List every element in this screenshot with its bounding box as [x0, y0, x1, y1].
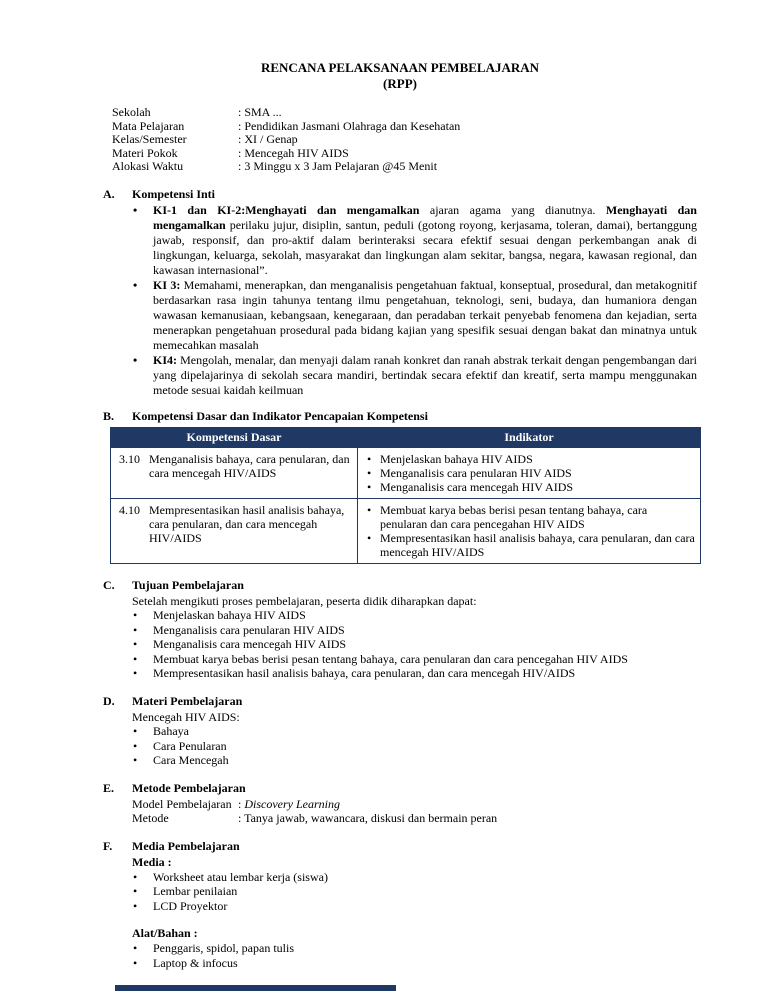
model-pembelajaran-row	[132, 797, 697, 812]
page-title	[103, 60, 697, 92]
info-row-alokasi-waktu	[112, 160, 697, 174]
info-row-sekolah	[112, 106, 697, 120]
list-item-text: Mempresentasikan hasil analisis bahaya, cara penularan, dan cara mencegah HIV/AIDS	[153, 666, 576, 681]
info-label: Mata Pelajaran	[112, 118, 185, 133]
section-intro: Setelah mengikuti proses pembelajaran, peserta didik diharapkan dapat:	[132, 593, 477, 608]
info-value: : 3 Minggu x 3 Jam Pelajaran @45 Menit	[238, 159, 438, 174]
section-heading	[103, 781, 697, 796]
section-letter: F.	[103, 838, 113, 853]
metode-label: Metode	[132, 811, 169, 826]
list-item	[358, 452, 696, 466]
indicator-text: Mempresentasikan hasil analisis bahaya, cara penularan, dan cara mencegah HIV/AIDS	[380, 530, 695, 559]
bullet-icon: •	[133, 884, 138, 899]
section-title: Media Pembelajaran	[132, 838, 240, 853]
table-row	[111, 447, 701, 498]
info-row-mata-pelajaran	[112, 120, 697, 134]
bullet-icon: •	[133, 608, 138, 623]
next-page-table-header-partial	[115, 985, 396, 991]
section-title: Kompetensi Inti	[132, 186, 216, 201]
bullet-icon: •	[367, 465, 372, 480]
bullet-icon: •	[133, 622, 138, 637]
table-header-row	[111, 427, 701, 447]
list-item	[103, 899, 697, 914]
document-info-block	[112, 106, 697, 174]
list-item-text: Cara Mencegah	[153, 753, 229, 768]
section-title: Tujuan Pembelajaran	[132, 577, 244, 592]
section-title: Kompetensi Dasar dan Indikator Pencapaian Kompetensi	[132, 408, 428, 423]
bullet-icon: •	[133, 869, 138, 884]
kd-cell	[111, 447, 358, 498]
doc-title-line2: (RPP)	[383, 76, 417, 91]
metode-value: : Tanya jawab, wawancara, diskusi dan bermain peran	[238, 811, 498, 826]
bullet-icon: •	[133, 753, 138, 768]
list-item	[103, 739, 697, 754]
media-label: Media :	[132, 854, 172, 869]
info-label: Alokasi Waktu	[112, 159, 184, 174]
list-item	[103, 608, 697, 623]
ki-bold-text: KI4:	[153, 352, 177, 367]
list-item	[103, 637, 697, 652]
section-title: Materi Pembelajaran	[132, 693, 243, 708]
list-item-text: Menganalisis cara mencegah HIV AIDS	[153, 637, 347, 652]
table-header-indikator: Indikator	[358, 427, 701, 447]
bullet-icon: •	[367, 479, 372, 494]
section-kompetensi-dasar	[103, 409, 697, 564]
section-letter: D.	[103, 693, 115, 708]
info-value: : XI / Genap	[238, 132, 298, 147]
kd-number: 3.10	[119, 451, 140, 466]
list-item	[358, 531, 696, 559]
bullet-icon: •	[133, 277, 138, 292]
list-item-text: Penggaris, spidol, papan tulis	[153, 941, 294, 956]
kompetensi-indikator-table	[110, 427, 701, 564]
list-item-text: Membuat karya bebas berisi pesan tentang bahaya, cara penularan dan cara pencegahan HIV AIDS	[153, 651, 628, 666]
model-label: Model Pembelajaran	[132, 796, 232, 811]
indicator-cell	[358, 447, 701, 498]
kd-cell	[111, 498, 358, 563]
model-value: Discovery Learning	[244, 796, 340, 811]
list-item-text: Laptop & infocus	[153, 955, 238, 970]
info-row-materi-pokok	[112, 147, 697, 161]
section-media-pembelajaran	[103, 839, 697, 971]
section-letter: C.	[103, 577, 115, 592]
indicator-cell	[358, 498, 701, 563]
list-item-text: Lembar penilaian	[153, 884, 238, 899]
doc-title-line1: RENCANA PELAKSANAAN PEMBELAJARAN	[260, 60, 540, 75]
info-label: Sekolah	[112, 105, 151, 119]
list-item-text: Cara Penularan	[153, 738, 227, 753]
metode-row	[132, 811, 697, 826]
bullet-icon: •	[133, 666, 138, 681]
table-row	[111, 498, 701, 563]
section-heading	[103, 694, 697, 709]
section-materi-pembelajaran	[103, 694, 697, 768]
ki-text: perilaku jujur, disiplin, santun, peduli (gotong royong, kerjasama, toleran, damai), bertanggung jawab, responsif, dan pro-aktif dalam berinteraksi secara efektif sesuai dengan perkembangan anak di lingkungan, keluarga, sekolah, masyarakat dan lingkungan alam sekitar, bangsa, negara, kawasan regional, dan kawasan internasional”.	[153, 217, 697, 277]
section-heading	[103, 409, 697, 424]
section-metode-pembelajaran	[103, 781, 697, 826]
bullet-icon: •	[367, 502, 372, 517]
bullet-icon: •	[133, 637, 138, 652]
list-item-ki4	[103, 353, 697, 398]
list-item	[358, 480, 696, 494]
ki-bold-text: Menghayati dan mengamalkan	[153, 202, 697, 232]
list-item	[103, 724, 697, 739]
ki-bold-text: KI-1 dan KI-2:Menghayati dan mengamalkan	[153, 202, 420, 217]
indicator-text: Menjelaskan bahaya HIV AIDS	[380, 451, 533, 466]
section-letter: B.	[103, 408, 115, 423]
ki-text: ajaran agama yang dianutnya.	[419, 202, 606, 217]
kd-text: Menganalisis bahaya, cara penularan, dan cara mencegah HIV/AIDS	[149, 451, 350, 480]
kd-text: Mempresentasikan hasil analisis bahaya, cara penularan, dan cara mencegah HIV/AIDS	[149, 502, 345, 545]
bullet-icon: •	[133, 724, 138, 739]
ki-bold-text: KI 3:	[153, 277, 181, 292]
section-tujuan-pembelajaran	[103, 578, 697, 681]
section-kompetensi-inti	[103, 187, 697, 398]
bullet-icon: •	[367, 530, 372, 545]
list-item-text: Bahaya	[153, 724, 189, 739]
list-item	[103, 956, 697, 971]
bullet-icon: •	[133, 941, 138, 956]
section-title: Metode Pembelajaran	[132, 780, 246, 795]
section-letter: A.	[103, 186, 115, 201]
list-item	[358, 466, 696, 480]
list-item	[103, 884, 697, 899]
section-heading	[103, 839, 697, 854]
list-item	[103, 941, 697, 956]
section-heading	[103, 187, 697, 202]
info-label: Kelas/Semester	[112, 132, 187, 147]
list-item-text: Worksheet atau lembar kerja (siswa)	[153, 869, 328, 884]
bullet-icon: •	[133, 651, 138, 666]
list-item	[358, 503, 696, 531]
info-label: Materi Pokok	[112, 145, 178, 160]
list-item	[103, 666, 697, 681]
bullet-icon: •	[133, 202, 138, 217]
indicator-text: Menganalisis cara penularan HIV AIDS	[380, 465, 572, 480]
section-intro: Mencegah HIV AIDS:	[132, 709, 240, 724]
section-letter: E.	[103, 780, 115, 795]
list-item-text: Menganalisis cara penularan HIV AIDS	[153, 622, 345, 637]
list-item	[103, 870, 697, 885]
colon: :	[238, 796, 245, 811]
list-item	[103, 623, 697, 638]
bullet-icon: •	[133, 955, 138, 970]
list-item-ki3	[103, 278, 697, 353]
bullet-icon: •	[133, 352, 138, 367]
list-item	[103, 652, 697, 667]
list-item-ki1-ki2	[103, 203, 697, 278]
bullet-icon: •	[133, 738, 138, 753]
bullet-icon: •	[367, 451, 372, 466]
info-value: : Mencegah HIV AIDS	[238, 145, 349, 160]
indicator-text: Menganalisis cara mencegah HIV AIDS	[380, 479, 574, 494]
info-row-kelas-semester	[112, 133, 697, 147]
list-item	[103, 753, 697, 768]
bullet-icon: •	[133, 898, 138, 913]
table-header-kompetensi-dasar: Kompetensi Dasar	[111, 427, 358, 447]
kd-number: 4.10	[119, 502, 140, 517]
info-value: : Pendidikan Jasmani Olahraga dan Kesehatan	[238, 118, 461, 133]
ki-text: Mengolah, menalar, dan menyaji dalam ranah konkret dan ranah abstrak terkait dengan pengembangan dari yang dipelajarinya di sekolah secara mandiri, bertindak secara efektif dan kreatif, serta mampu menggunakan metode sesuai kaidah keilmuan	[153, 352, 697, 397]
info-value: : SMA ...	[238, 105, 282, 119]
list-item-text: LCD Proyektor	[153, 898, 228, 913]
indicator-text: Membuat karya bebas berisi pesan tentang bahaya, cara penularan dan cara pencegahan HIV AIDS	[380, 502, 648, 531]
ki-text: Memahami, menerapkan, dan menganalisis pengetahuan faktual, konseptual, prosedural, dan metakognitif berdasarkan rasa ingin tahunya tentang ilmu pengetahuan, teknologi, seni, budaya, dan humaniora dengan wawasan kemanusiaan, kebangsaan, kenegaraan, dan peradaban terkait penyebab fenomena dan kejadian, serta menerapkan pengetahuan prosedural pada bidang kajian yang spesifik sesuai dengan bakat dan minatnya untuk memecahkan masalah	[153, 277, 697, 352]
alat-bahan-label: Alat/Bahan :	[132, 926, 198, 941]
section-heading	[103, 578, 697, 593]
list-item-text: Menjelaskan bahaya HIV AIDS	[153, 608, 306, 623]
